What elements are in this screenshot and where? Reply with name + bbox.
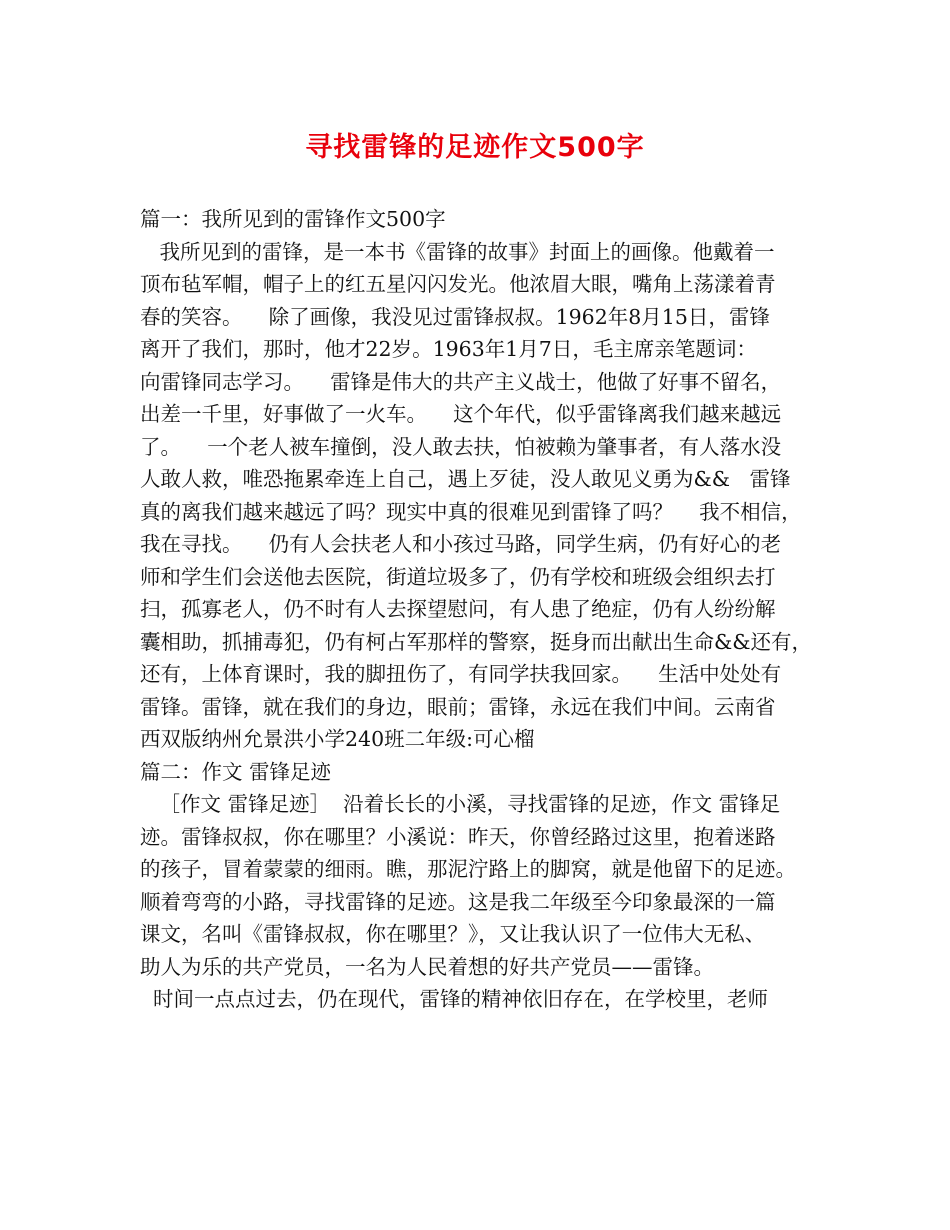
text-line: 了。 一个老人被车撞倒，没人敢去扶，怕被赖为肇事者，有人落水没	[140, 434, 782, 459]
text-line: 我在寻找。 仍有人会扶老人和小孩过马路，同学生病，仍有好心的老	[140, 532, 782, 556]
text-line: 雷锋。雷锋，就在我们的身边，眼前；雷锋，永远在我们中间。云南省	[140, 694, 776, 719]
text-line: 出差一千里，好事做了一火车。 这个年代，似乎雷锋离我们越来越远	[140, 402, 782, 426]
text-line: 篇一：我所见到的雷锋作文500字	[140, 207, 446, 231]
text-line: 真的离我们越来越远了吗？现实中真的很难见到雷锋了吗？ 我不相信，	[140, 499, 802, 524]
text-line: ［作文 雷锋足迹］ 沿着长长的小溪，寻找雷锋的足迹，作文 雷锋足	[140, 792, 781, 816]
text-line: 时间一点点过去，仍在现代，雷锋的精神依旧存在，在学校里，老师	[140, 987, 769, 1011]
document-body	[140, 203, 812, 1016]
text-line: 顶布毡军帽，帽子上的红五星闪闪发光。他浓眉大眼，嘴角上荡漾着青	[140, 272, 776, 296]
text-line: 扫，孤寡老人，仍不时有人去探望慰问，有人患了绝症，仍有人纷纷解	[140, 597, 776, 621]
text-line: 离开了我们，那时，他才22岁。1963年1月7日，毛主席亲笔题词：	[140, 337, 757, 361]
text-line: 还有，上体育课时，我的脚扭伤了，有同学扶我回家。 生活中处处有	[140, 662, 782, 686]
text-line: 师和学生们会送他去医院，街道垃圾多了，仍有学校和班级会组织去打	[140, 564, 776, 589]
document-title: 寻找雷锋的足迹作文500字	[305, 132, 645, 163]
text-line: 我所见到的雷锋，是一本书《雷锋的故事》封面上的画像。他戴着一	[140, 239, 775, 264]
text-line: 课文，名叫《雷锋叔叔，你在哪里？》，又让我认识了一位伟大无私、	[140, 922, 766, 946]
text-line: 人敢人救，唯恐拖累牵连上自己，遇上歹徒，没人敢见义勇为&& 雷锋	[140, 467, 791, 491]
text-line: 囊相助，抓捕毒犯，仍有柯占军那样的警察，挺身而出献出生命&&还有，	[140, 629, 812, 654]
text-line: 顺着弯弯的小路，寻找雷锋的足迹。这是我二年级至今印象最深的一篇	[140, 889, 776, 914]
text-line: 助人为乐的共产党员，一名为人民着想的好共产党员——雷锋。	[140, 954, 714, 979]
text-line: 向雷锋同志学习。 雷锋是伟大的共产主义战士，他做了好事不留名，	[140, 369, 782, 394]
text-line: 迹。雷锋叔叔，你在哪里？小溪说：昨天，你曾经路过这里，抱着迷路	[140, 824, 776, 849]
section-heading: 篇二：作文 雷锋足迹	[140, 759, 332, 784]
text-line: 西双版纳州允景洪小学240班二年级:可心榴	[140, 727, 535, 751]
text-line: 春的笑容。 除了画像，我没见过雷锋叔叔。1962年8月15日，雷锋	[140, 304, 770, 329]
text-line: 的孩子，冒着蒙蒙的细雨。瞧，那泥泞路上的脚窝，就是他留下的足迹。	[140, 857, 796, 881]
